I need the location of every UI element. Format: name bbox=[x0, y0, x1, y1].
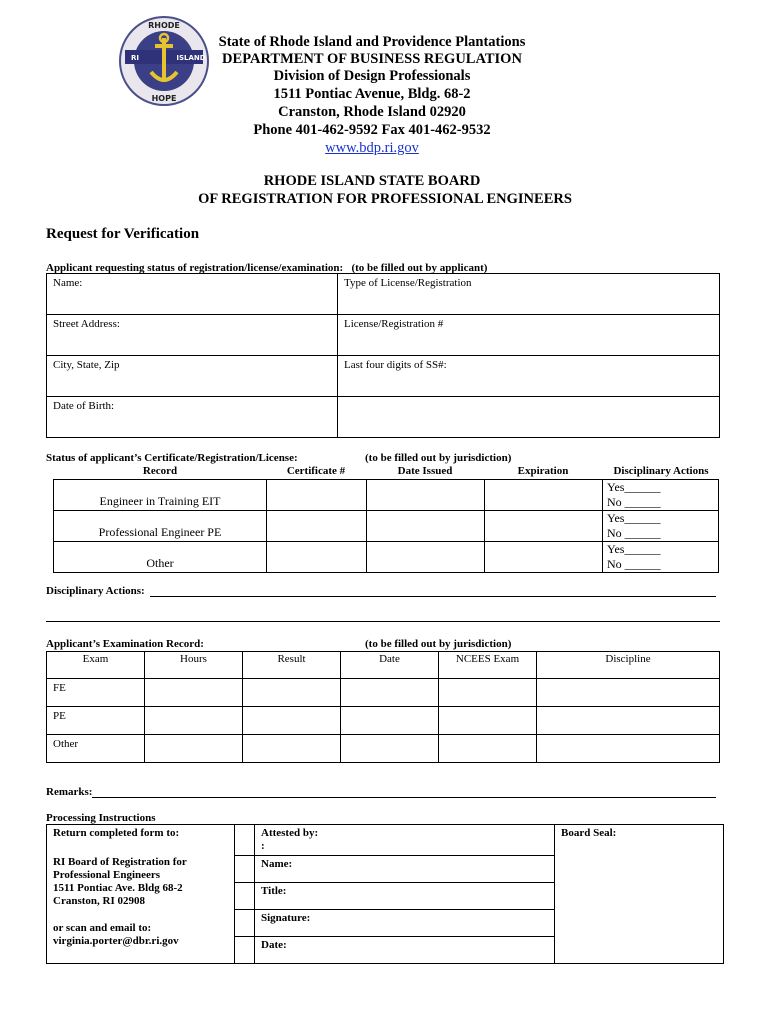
street-label: Street Address: bbox=[53, 318, 120, 330]
ssn-label: Last four digits of SS#: bbox=[344, 359, 447, 371]
exam-row-label: PE bbox=[47, 707, 145, 735]
exam-cell[interactable] bbox=[537, 735, 720, 763]
address-line-3: 1511 Pontiac Ave. Bldg 68-2 bbox=[53, 882, 183, 894]
signature-cell[interactable] bbox=[255, 910, 555, 937]
header-line-3: Division of Design Professionals bbox=[273, 68, 471, 84]
disciplinary-cell[interactable] bbox=[603, 542, 719, 573]
title-label: Title: bbox=[261, 885, 287, 897]
dob-label: Date of Birth: bbox=[53, 400, 115, 412]
name-field[interactable] bbox=[47, 274, 338, 315]
status-note: (to be filled out by jurisdiction) bbox=[365, 452, 512, 464]
certificate-cell[interactable] bbox=[267, 511, 367, 542]
city-field[interactable] bbox=[47, 356, 338, 397]
exam-cell[interactable] bbox=[243, 735, 341, 763]
exam-col-exam: Exam bbox=[47, 652, 145, 679]
processing-heading: Processing Instructions bbox=[46, 812, 156, 824]
license-number-label: License/Registration # bbox=[344, 318, 444, 330]
title-cell[interactable] bbox=[255, 883, 555, 910]
dob-field[interactable] bbox=[47, 397, 338, 438]
name-label: Name: bbox=[53, 277, 83, 289]
header-line-2: DEPARTMENT OF BUSINESS REGULATION bbox=[222, 51, 522, 67]
disciplinary-cell[interactable] bbox=[603, 480, 719, 511]
record-pe: Professional Engineer PE bbox=[98, 525, 222, 539]
header-line-1: State of Rhode Island and Providence Plantations bbox=[218, 34, 526, 50]
col-disciplinary: Disciplinary Actions bbox=[613, 465, 709, 477]
exam-cell[interactable] bbox=[439, 707, 537, 735]
ssn-field[interactable] bbox=[338, 356, 720, 397]
attested-colon: : bbox=[261, 840, 265, 852]
remarks-label: Remarks: bbox=[46, 786, 93, 798]
license-number-field[interactable] bbox=[338, 315, 720, 356]
date-sign-label: Date: bbox=[261, 939, 287, 951]
record-eit: Engineer in Training EIT bbox=[99, 494, 221, 508]
seal-top-text: RHODE bbox=[148, 21, 180, 30]
exam-cell[interactable] bbox=[243, 707, 341, 735]
exam-row-label: Other bbox=[47, 735, 145, 763]
exam-cell[interactable] bbox=[439, 679, 537, 707]
col-record: Record bbox=[142, 465, 178, 477]
status-table bbox=[53, 479, 719, 573]
street-field[interactable] bbox=[47, 315, 338, 356]
exam-cell[interactable] bbox=[341, 679, 439, 707]
exam-col-hours: Hours bbox=[145, 652, 243, 679]
disciplinary-line-2[interactable] bbox=[46, 621, 720, 622]
certificate-cell[interactable] bbox=[267, 480, 367, 511]
exam-cell[interactable] bbox=[145, 679, 243, 707]
remarks-line[interactable] bbox=[92, 797, 716, 798]
board-seal-label: Board Seal: bbox=[561, 827, 617, 839]
license-type-label: Type of License/Registration bbox=[344, 277, 472, 289]
disciplinary-label: Disciplinary Actions: bbox=[46, 585, 145, 597]
certificate-cell[interactable] bbox=[267, 542, 367, 573]
expiration-cell[interactable] bbox=[485, 511, 603, 542]
date-issued-cell[interactable] bbox=[367, 542, 485, 573]
record-cell bbox=[54, 542, 267, 573]
address-line-4: Cranston, RI 02908 bbox=[53, 895, 145, 907]
exam-cell[interactable] bbox=[341, 707, 439, 735]
board-line-2: OF REGISTRATION FOR PROFESSIONAL ENGINEERS bbox=[198, 191, 572, 207]
seal-band-left: RI bbox=[131, 54, 139, 62]
no-field: No ______ bbox=[607, 557, 661, 571]
exam-cell[interactable] bbox=[145, 707, 243, 735]
email-address[interactable]: virginia.porter@dbr.ri.gov bbox=[53, 935, 179, 947]
return-label: Return completed form to: bbox=[53, 827, 180, 839]
seal-bottom-text: HOPE bbox=[151, 94, 177, 103]
yes-field: Yes______ bbox=[607, 480, 661, 494]
header-line-5: Cranston, Rhode Island 02920 bbox=[278, 104, 466, 120]
date-issued-cell[interactable] bbox=[367, 480, 485, 511]
exam-cell[interactable] bbox=[243, 679, 341, 707]
board-line-1: RHODE ISLAND STATE BOARD bbox=[263, 173, 481, 189]
attested-label: Attested by: bbox=[261, 827, 319, 839]
board-seal-cell bbox=[555, 825, 724, 964]
form-title: Request for Verification bbox=[46, 226, 200, 242]
address-line-1: RI Board of Registration for bbox=[53, 856, 187, 868]
expiration-cell[interactable] bbox=[485, 480, 603, 511]
exam-cell[interactable] bbox=[439, 735, 537, 763]
applicant-heading: Applicant requesting status of registration/license/examination: (to be filled out by applicant) bbox=[46, 262, 488, 274]
yes-field: Yes______ bbox=[607, 511, 661, 525]
status-heading: Status of applicant’s Certificate/Registration/License: bbox=[46, 452, 298, 464]
spacer-cell bbox=[235, 937, 255, 964]
license-type-field[interactable] bbox=[338, 274, 720, 315]
return-cell bbox=[47, 825, 235, 964]
applicant-table bbox=[46, 273, 720, 438]
blank-field[interactable] bbox=[338, 397, 720, 438]
disciplinary-line-1[interactable] bbox=[150, 596, 716, 597]
exam-col-date: Date bbox=[341, 652, 439, 679]
exam-cell[interactable] bbox=[341, 735, 439, 763]
email-line-1: or scan and email to: bbox=[53, 922, 152, 934]
exam-heading: Applicant’s Examination Record: bbox=[46, 638, 204, 650]
exam-note: (to be filled out by jurisdiction) bbox=[365, 638, 512, 650]
expiration-cell[interactable] bbox=[485, 542, 603, 573]
exam-col-result: Result bbox=[243, 652, 341, 679]
exam-cell[interactable] bbox=[537, 707, 720, 735]
exam-col-discipline: Discipline bbox=[537, 652, 720, 679]
col-expiration: Expiration bbox=[517, 465, 569, 477]
spacer-cell bbox=[235, 856, 255, 883]
spacer-cell bbox=[235, 910, 255, 937]
record-cell bbox=[54, 511, 267, 542]
spacer-cell bbox=[235, 883, 255, 910]
seal-band-right: ISLAND bbox=[176, 54, 206, 62]
exam-table bbox=[46, 651, 720, 763]
no-field: No ______ bbox=[607, 526, 661, 540]
address-line-2: Professional Engineers bbox=[53, 869, 161, 881]
spacer-cell bbox=[235, 825, 255, 856]
col-certificate: Certificate # bbox=[286, 465, 346, 477]
col-date-issued: Date Issued bbox=[397, 465, 453, 477]
record-other: Other bbox=[146, 556, 174, 570]
city-label: City, State, Zip bbox=[53, 359, 120, 371]
exam-cell[interactable] bbox=[145, 735, 243, 763]
disciplinary-cell[interactable] bbox=[603, 511, 719, 542]
signature-label: Signature: bbox=[261, 912, 311, 924]
header-line-6: Phone 401-462-9592 Fax 401-462-9532 bbox=[253, 122, 491, 138]
exam-col-ncees: NCEES Exam bbox=[439, 652, 537, 679]
record-cell bbox=[54, 480, 267, 511]
name-sign-cell[interactable] bbox=[255, 856, 555, 883]
header-line-4: 1511 Pontiac Avenue, Bldg. 68-2 bbox=[273, 86, 471, 102]
date-issued-cell[interactable] bbox=[367, 511, 485, 542]
name-sign-label: Name: bbox=[261, 858, 293, 870]
processing-table bbox=[46, 824, 724, 964]
exam-row-label: FE bbox=[47, 679, 145, 707]
attested-cell[interactable] bbox=[255, 825, 555, 856]
exam-cell[interactable] bbox=[537, 679, 720, 707]
no-field: No ______ bbox=[607, 495, 661, 509]
website-link[interactable]: www.bdp.ri.gov bbox=[325, 140, 419, 156]
date-sign-cell[interactable] bbox=[255, 937, 555, 964]
yes-field: Yes______ bbox=[607, 542, 661, 556]
